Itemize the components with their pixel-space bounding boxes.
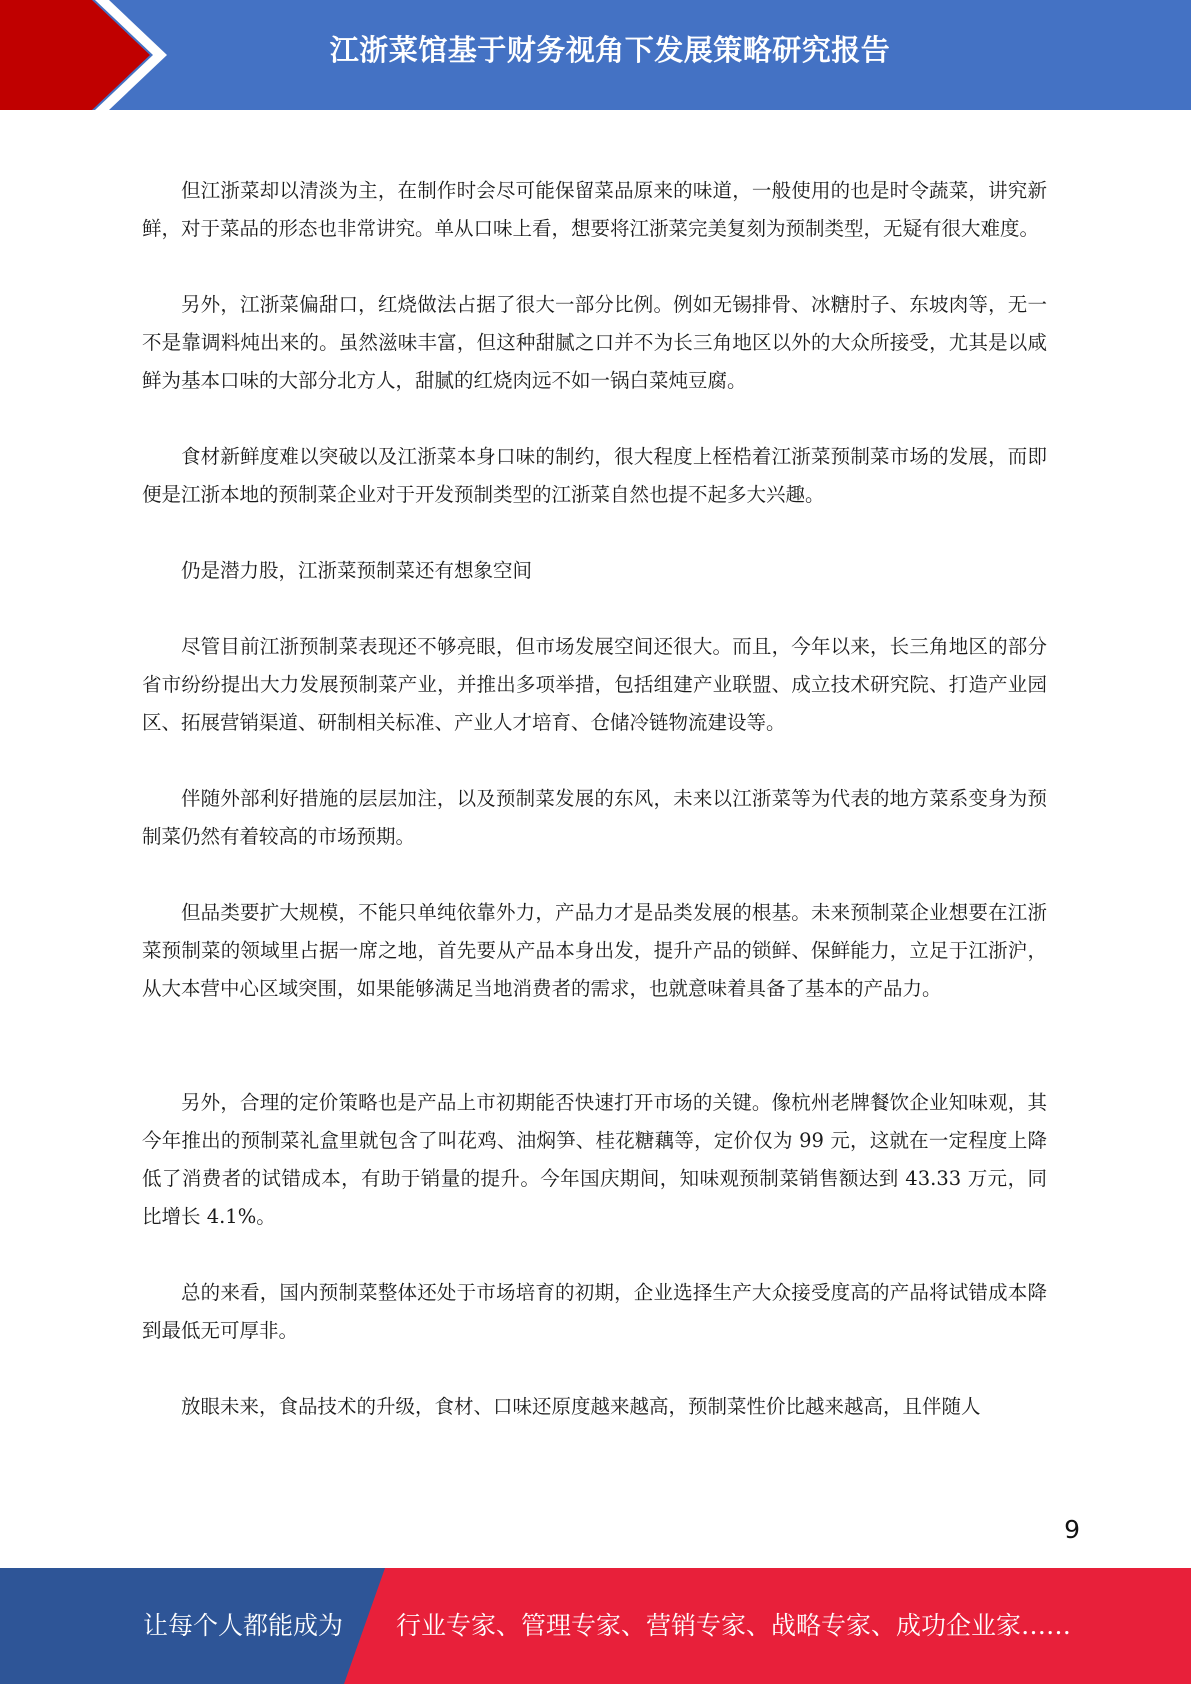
- paragraph-3: 食材新鲜度难以突破以及江浙菜本身口味的制约，很大程度上桎梏着江浙菜预制菜市场的发展，而即便是江浙本地的预制菜企业对于开发预制类型的江浙菜自然也提不起多大兴趣。: [142, 445, 1047, 506]
- main-content: [142, 172, 1047, 1426]
- document-title: 江浙菜馆基于财务视角下发展策略研究报告: [329, 33, 891, 67]
- page-number: 9: [1064, 1515, 1080, 1544]
- paragraph-4: 尽管目前江浙预制菜表现还不够亮眼，但市场发展空间还很大。而且，今年以来，长三角地区的部分省市纷纷提出大力发展预制菜产业，并推出多项举措，包括组建产业联盟、成立技术研究院、打造产业园区、拓展营销渠道、研制相关标准、产业人才培育、仓储冷链物流建设等。: [142, 635, 1047, 734]
- section-heading: 仍是潜力股，江浙菜预制菜还有想象空间: [181, 559, 533, 582]
- paragraph-6: 但品类要扩大规模，不能只单纯依靠外力，产品力才是品类发展的根基。未来预制菜企业想要在江浙菜预制菜的领域里占据一席之地，首先要从产品本身出发，提升产品的锁鲜、保鲜能力，立足于江浙沪，从大本营中心区域突围，如果能够满足当地消费者的需求，也就意味着具备了基本的产品力。: [142, 901, 1047, 1000]
- paragraph-1: 但江浙菜却以清淡为主，在制作时会尽可能保留菜品原来的味道，一般使用的也是时令蔬菜，讲究新鲜，对于菜品的形态也非常讲究。单从口味上看，想要将江浙菜完美复刻为预制类型，无疑有很大难度。: [142, 179, 1047, 240]
- footer-slogan-right: 行业专家、管理专家、营销专家、战略专家、成功企业家……: [396, 1611, 1072, 1640]
- paragraph-8: 总的来看，国内预制菜整体还处于市场培育的初期，企业选择生产大众接受度高的产品将试错成本降到最低无可厚非。: [142, 1281, 1047, 1342]
- page-footer: [0, 1568, 1191, 1684]
- footer-slogan-left: 让每个人都能成为: [143, 1611, 344, 1640]
- page-header: [0, 0, 1191, 110]
- paragraph-7: 另外，合理的定价策略也是产品上市初期能否快速打开市场的关键。像杭州老牌餐饮企业知味观，其今年推出的预制菜礼盒里就包含了叫花鸡、油焖笋、桂花糖藕等，定价仅为 99 元，这就在一定程度上降低了消费者的试错成本，有助于销量的提升。今年国庆期间，知味观预制菜销售额达到 43.33 万元，同比增长 4.1%。: [142, 1091, 1047, 1228]
- paragraph-2: 另外，江浙菜偏甜口，红烧做法占据了很大一部分比例。例如无锡排骨、冰糖肘子、东坡肉等，无一不是靠调料炖出来的。虽然滋味丰富，但这种甜腻之口并不为长三角地区以外的大众所接受，尤其是以咸鲜为基本口味的大部分北方人，甜腻的红烧肉远不如一锅白菜炖豆腐。: [142, 293, 1047, 392]
- paragraph-9: 放眼未来，食品技术的升级，食材、口味还原度越来越高，预制菜性价比越来越高，且伴随人: [181, 1395, 981, 1418]
- paragraph-5: 伴随外部利好措施的层层加注，以及预制菜发展的东风，未来以江浙菜等为代表的地方菜系变身为预制菜仍然有着较高的市场预期。: [142, 787, 1047, 848]
